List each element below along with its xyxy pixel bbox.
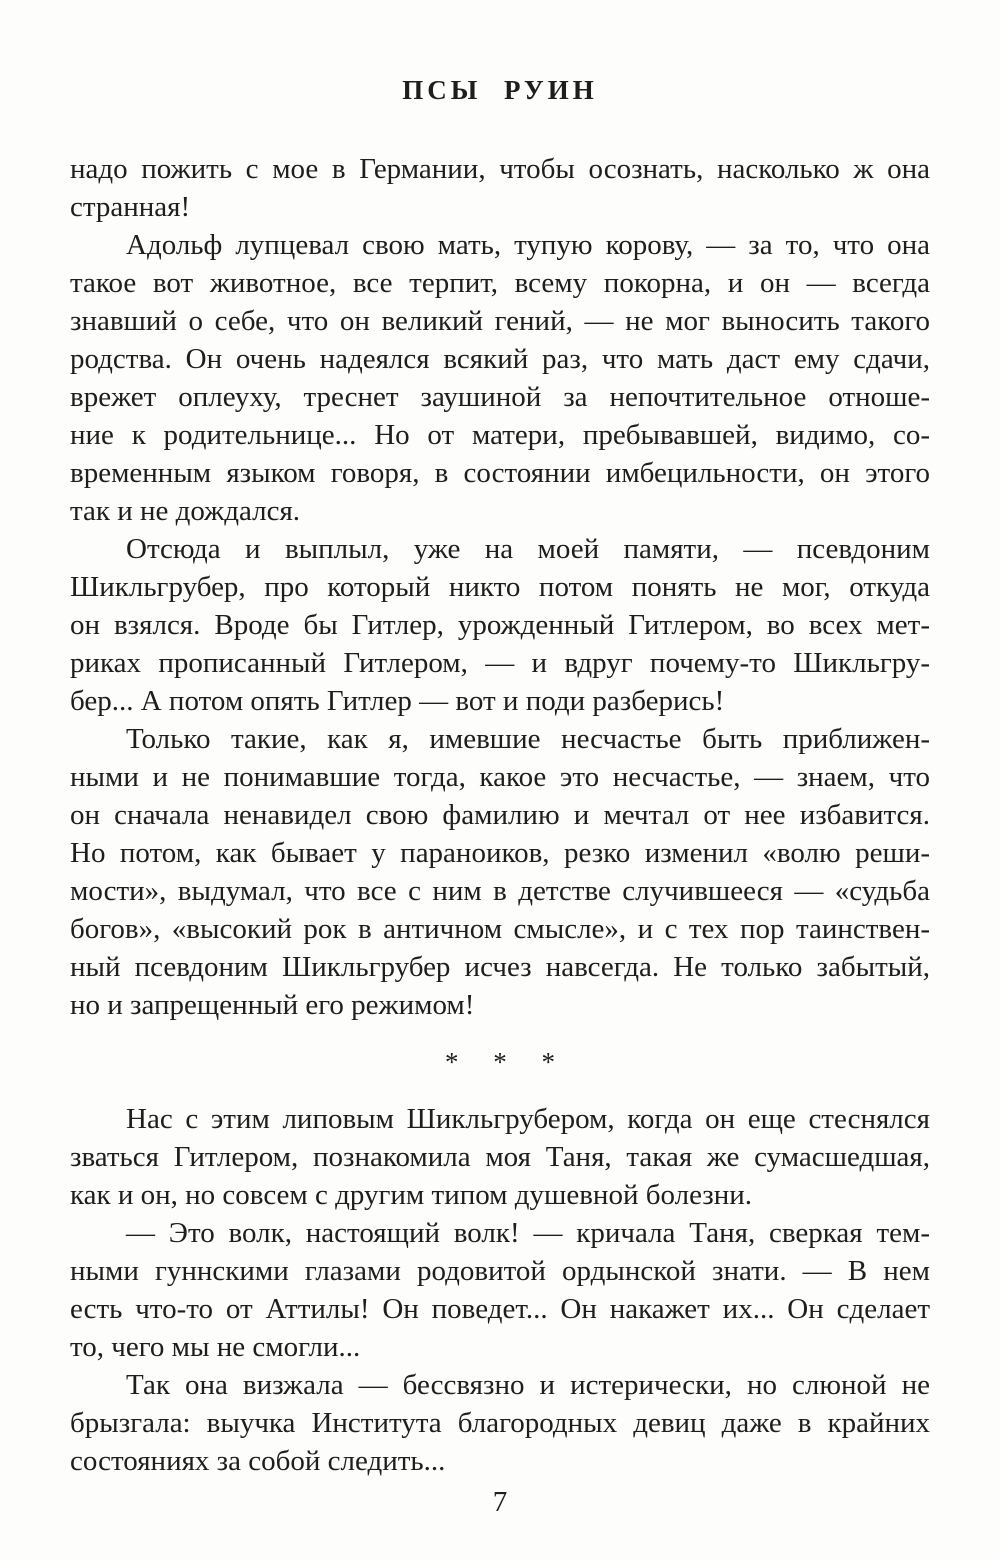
- text-line: он сначала ненавидел свою фамилию и мечтал от нее избавится.: [70, 799, 930, 831]
- text-line: бер... А потом опять Гитлер — вот и поди разберись!: [70, 685, 725, 717]
- text-line: такое вот животное, все терпит, всему покорна, и он — всегда: [70, 267, 930, 299]
- running-header: ПСЫ РУИН: [402, 75, 598, 105]
- text-line: Только такие, как я, имевшие несчастье быть приближен-: [126, 723, 930, 755]
- text-line: знавший о себе, что он великий гений, — не мог выносить такого: [70, 305, 930, 337]
- text-line: риках прописанный Гитлером, — и вдруг почему-то Шикльгру-: [70, 647, 930, 679]
- text-line: ными гуннскими глазами родовитой ордынской знати. — В нем: [70, 1255, 930, 1287]
- text-line: но и запрещенный его режимом!: [70, 989, 475, 1021]
- text-line: зваться Гитлером, познакомила моя Таня, такая же сумасшедшая,: [70, 1141, 930, 1173]
- text-line: мости», выдумал, что все с ним в детстве случившееся — «судьба: [70, 875, 930, 907]
- paragraph: [70, 530, 930, 720]
- text-line: странная!: [70, 191, 191, 223]
- paragraph: [70, 150, 930, 226]
- paragraph: [70, 1100, 930, 1214]
- paragraph: [70, 1214, 930, 1366]
- text-line: он взялся. Вроде бы Гитлер, урожденный Гитлером, во всех мет-: [70, 609, 930, 641]
- text-line: ными и не понимавшие тогда, какое это несчастье, — знаем, что: [70, 761, 930, 793]
- text-line: ный псевдоним Шикльгрубер исчез навсегда. Не только забытый,: [70, 951, 930, 983]
- page-text: [70, 150, 930, 1480]
- text-line: врежет оплеуху, треснет заушиной за непочтительное отноше-: [70, 381, 930, 413]
- text-line: то, чего мы не смогли...: [70, 1331, 361, 1363]
- paragraph: [70, 226, 930, 530]
- text-line: богов», «высокий рок в античном смысле», и с тех пор таинствен-: [70, 913, 930, 945]
- text-line: есть что-то от Аттилы! Он поведет... Он накажет их... Он сделает: [70, 1293, 930, 1325]
- text-line: — Это волк, настоящий волк! — кричала Таня, сверкая тем-: [126, 1217, 930, 1249]
- paragraph: [70, 720, 930, 1024]
- text-line: Отсюда и выплыл, уже на моей памяти, — псевдоним: [126, 533, 930, 565]
- paragraph: [70, 1366, 930, 1480]
- text-line: состояниях за собой следить...: [70, 1445, 446, 1477]
- text-line: ние к родительнице... Но от матери, пребывавшей, видимо, со-: [70, 419, 930, 451]
- text-line: Нас с этим липовым Шикльгрубером, когда он еще стеснялся: [126, 1103, 930, 1135]
- text-line: Шикльгрубер, про который никто потом понять не мог, откуда: [70, 571, 930, 603]
- text-line: временным языком говоря, в состоянии имбецильности, он этого: [70, 457, 930, 489]
- text-line: брызгала: выучка Института благородных девиц даже в крайних: [70, 1407, 930, 1439]
- text-line: родства. Он очень надеялся всякий раз, что мать даст ему сдачи,: [70, 343, 930, 375]
- page-number: 7: [492, 1486, 508, 1518]
- text-line: так и не дождался.: [70, 495, 301, 527]
- text-line: Адольф лупцевал свою мать, тупую корову, — за то, что она: [126, 229, 930, 261]
- section-separator: * * *: [445, 1047, 569, 1077]
- text-line: надо пожить с мое в Германии, чтобы осознать, насколько ж она: [70, 153, 930, 185]
- text-line: как и он, но совсем с другим типом душевной болезни.: [70, 1179, 753, 1211]
- text-line: Но потом, как бывает у параноиков, резко изменил «волю реши-: [70, 837, 930, 869]
- text-line: Так она визжала — бессвязно и истерически, но слюной не: [126, 1369, 930, 1401]
